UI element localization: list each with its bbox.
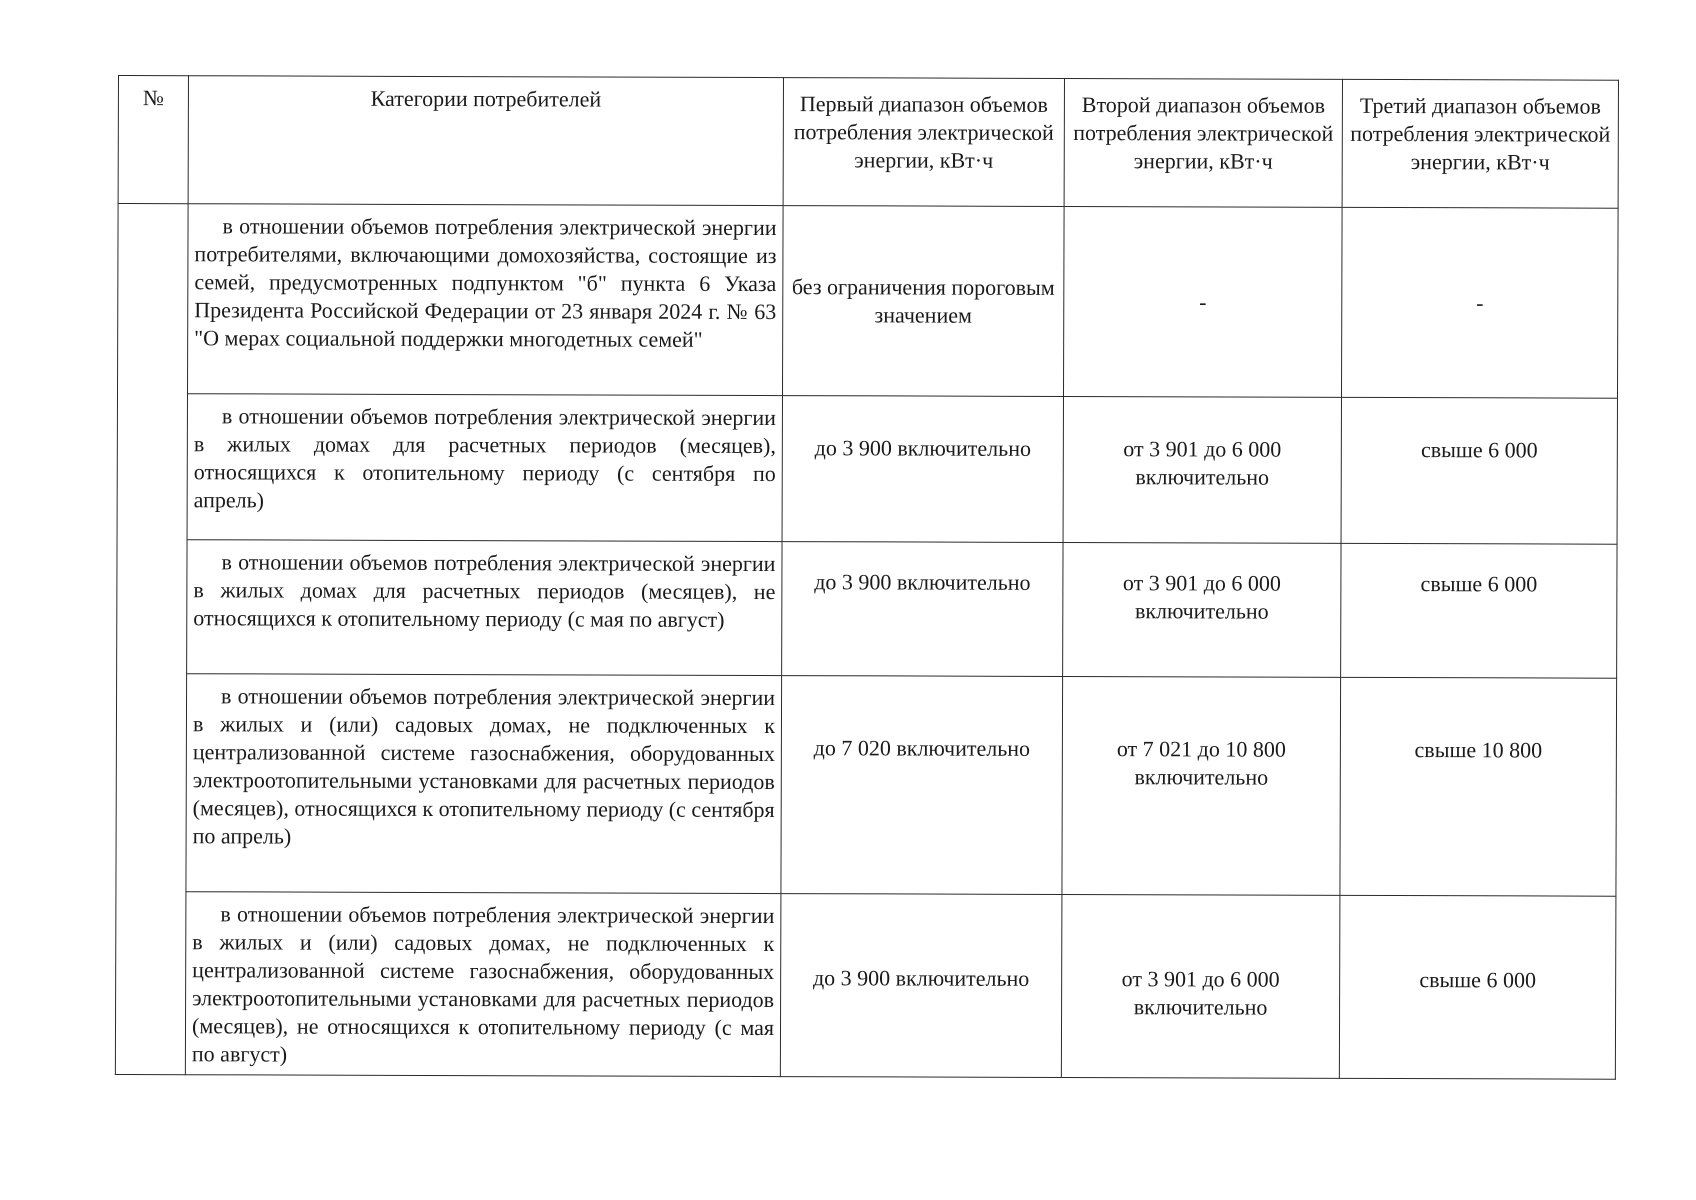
second-range-cell: от 3 901 до 6 000 включительно xyxy=(1063,542,1341,677)
table-row xyxy=(116,673,1617,896)
category-cell: в отношении объемов потребления электрической энергии потребителями, включающими домохозяйства, состоящие из семей, предусмотренных подпунктом "б" пункта 6 Указа Президента Российской Федерации от 23 января 2024 г. № 63 "О мерах социальной поддержки многодетных семей" xyxy=(187,204,783,396)
header-first-range: Первый диапазон объемов потребления электрической энергии, кВт·ч xyxy=(783,78,1064,207)
header-category: Категории потребителей xyxy=(188,76,783,206)
first-range-cell: до 7 020 включительно xyxy=(781,676,1063,895)
third-range-cell: свыше 6 000 xyxy=(1341,543,1617,678)
third-range-cell: - xyxy=(1341,207,1618,398)
table-row xyxy=(115,891,1616,1079)
consumption-ranges-table xyxy=(115,75,1619,1080)
second-range-cell: от 3 901 до 6 000 включительно xyxy=(1063,396,1341,543)
second-range-cell: - xyxy=(1063,206,1342,397)
table-row xyxy=(117,539,1617,678)
third-range-cell: свыше 6 000 xyxy=(1341,397,1617,544)
category-cell: в отношении объемов потребления электрической энергии в жилых и (или) садовых домах, не подключенных к централизованной системе газоснабжения, оборудованных электроотопительными установками для расчетных периодов (месяцев), относящихся к отопительному периоду (с сентября по апрель) xyxy=(186,674,782,894)
second-range-cell: от 3 901 до 6 000 включительно xyxy=(1061,894,1340,1078)
third-range-cell: свыше 6 000 xyxy=(1339,895,1616,1079)
table-header-row xyxy=(118,76,1618,209)
third-range-cell: свыше 10 800 xyxy=(1340,677,1617,896)
category-cell: в отношении объемов потребления электрической энергии в жилых и (или) садовых домах, не подключенных к централизованной системе газоснабжения, оборудованных электроотопительными установками для расчетных периодов (месяцев), не относящихся к отопительному периоду (с мая по август) xyxy=(185,892,781,1077)
header-third-range: Третий диапазон объемов потребления электрической энергии, кВт·ч xyxy=(1342,79,1618,208)
table-row xyxy=(117,204,1618,399)
first-range-cell: до 3 900 включительно xyxy=(780,894,1062,1078)
second-range-cell: от 7 021 до 10 800 включительно xyxy=(1062,676,1341,895)
number-cell xyxy=(115,204,188,1075)
first-range-cell: без ограничения пороговым значением xyxy=(782,206,1064,397)
first-range-cell: до 3 900 включительно xyxy=(782,542,1063,677)
table-row xyxy=(117,394,1617,545)
category-cell: в отношении объемов потребления электрической энергии в жилых домах для расчетных периодов (месяцев), относящихся к отопительному периоду (с сентября по апрель) xyxy=(187,394,782,542)
first-range-cell: до 3 900 включительно xyxy=(782,396,1063,543)
header-second-range: Второй диапазон объемов потребления электрической энергии, кВт·ч xyxy=(1064,78,1342,207)
header-number: № xyxy=(118,76,188,204)
category-cell: в отношении объемов потребления электрической энергии в жилых домах для расчетных периодов (месяцев), не относящихся к отопительному периоду (с мая по август) xyxy=(187,540,782,676)
